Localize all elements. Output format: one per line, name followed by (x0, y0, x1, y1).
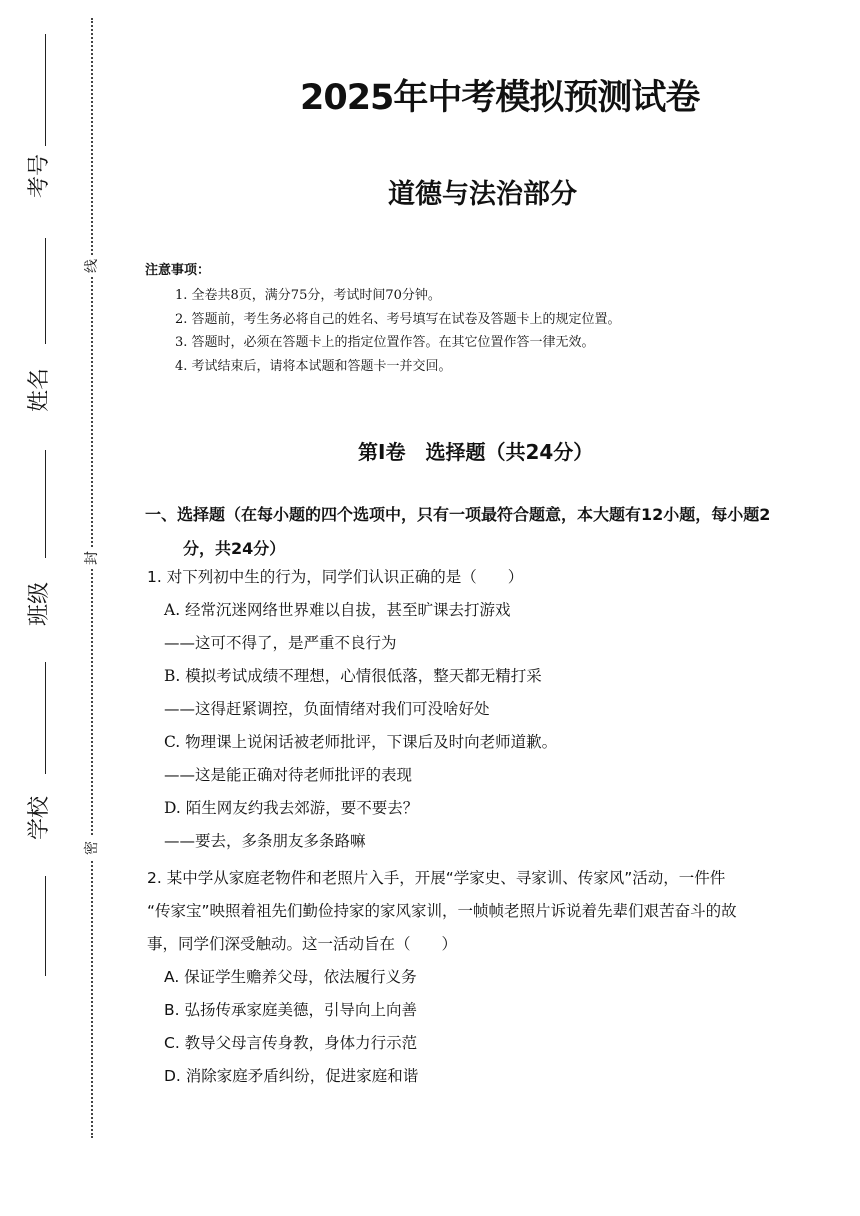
question-2 (147, 862, 847, 1093)
exam-title: 2025年中考模拟预测试卷 (300, 78, 700, 118)
option-d: D. 陌生网友约我去郊游，要不要去？ (164, 799, 419, 817)
exam-number-line (45, 34, 46, 146)
exam-subtitle: 道德与法治部分 (388, 179, 577, 210)
school-line-upper (45, 662, 46, 774)
binding-margin (0, 0, 100, 1216)
class-line (45, 450, 46, 558)
cut-mark-secret: 密 (81, 837, 101, 859)
seal-cut-line (91, 18, 93, 1138)
section-title: 第Ⅰ卷 选择题（共24分） (358, 440, 594, 464)
cut-mark-seal: 封 (81, 547, 101, 569)
option-d: D. 消除家庭矛盾纠纷，促进家庭和谐 (164, 1067, 419, 1085)
notice-item: 3. 答题时，必须在答题卡上的指定位置作答。在其它位置作答一律无效。 (175, 335, 595, 350)
option-a: A. 保证学生赡养父母，依法履行义务 (164, 968, 417, 986)
option-c: C. 教导父母言传身教，身体力行示范 (164, 1034, 418, 1052)
notice-item: 4. 考试结束后，请将本试题和答题卡一并交回。 (175, 358, 452, 374)
option-b: B. 模拟考试成绩不理想，心情很低落，整天都无精打采 (164, 667, 542, 685)
part-heading (145, 498, 845, 566)
option-c-comment: ——这是能正确对待老师批评的表现 (164, 766, 413, 784)
notice-item: 2. 答题前，考生务必将自己的姓名、考号填写在试卷及答题卡上的规定位置。 (175, 311, 621, 327)
cut-mark-line: 线 (81, 255, 101, 277)
notice-item: 1. 全卷共8页，满分75分，考试时间70分钟。 (175, 288, 441, 303)
notice-list (175, 284, 621, 378)
class-label: 班级 (27, 581, 52, 626)
part-heading-line-1: 一、选择题（在每小题的四个选项中，只有一项最符合题意，本大题有12小题，每小题2 (145, 505, 771, 524)
question-1 (147, 561, 847, 858)
question-stem: 2. 某中学从家庭老物件和老照片入手，开展“学家史、寻家训、传家风”活动，一件件 (147, 869, 726, 887)
option-b: B. 弘扬传承家庭美德，引导向上向善 (164, 1001, 417, 1019)
option-c: C. 物理课上说闲话被老师批评，下课后及时向老师道歉。 (164, 733, 558, 751)
school-line-lower (45, 876, 46, 976)
notice-heading: 注意事项： (145, 263, 211, 278)
option-a-comment: ——这可不得了，是严重不良行为 (164, 634, 397, 652)
school-label: 学校 (27, 795, 52, 840)
exam-number-label: 考号 (27, 153, 52, 198)
option-a: A. 经常沉迷网络世界难以自拔，甚至旷课去打游戏 (164, 601, 511, 619)
part-heading-line-2: 分，共24分） (183, 539, 286, 558)
option-b-comment: ——这得赶紧调控，负面情绪对我们可没啥好处 (164, 700, 490, 718)
option-d-comment: ——要去，多条朋友多条路嘛 (164, 832, 366, 850)
name-label: 姓名 (27, 367, 52, 412)
name-line (45, 238, 46, 344)
question-stem: 事，同学们深受触动。这一活动旨在（ ） (147, 935, 458, 953)
question-stem: 1. 对下列初中生的行为，同学们认识正确的是（ ） (147, 568, 524, 586)
question-stem: “传家宝”映照着祖先们勤俭持家的家风家训，一帧帧老照片诉说着先辈们艰苦奋斗的故 (147, 902, 737, 920)
